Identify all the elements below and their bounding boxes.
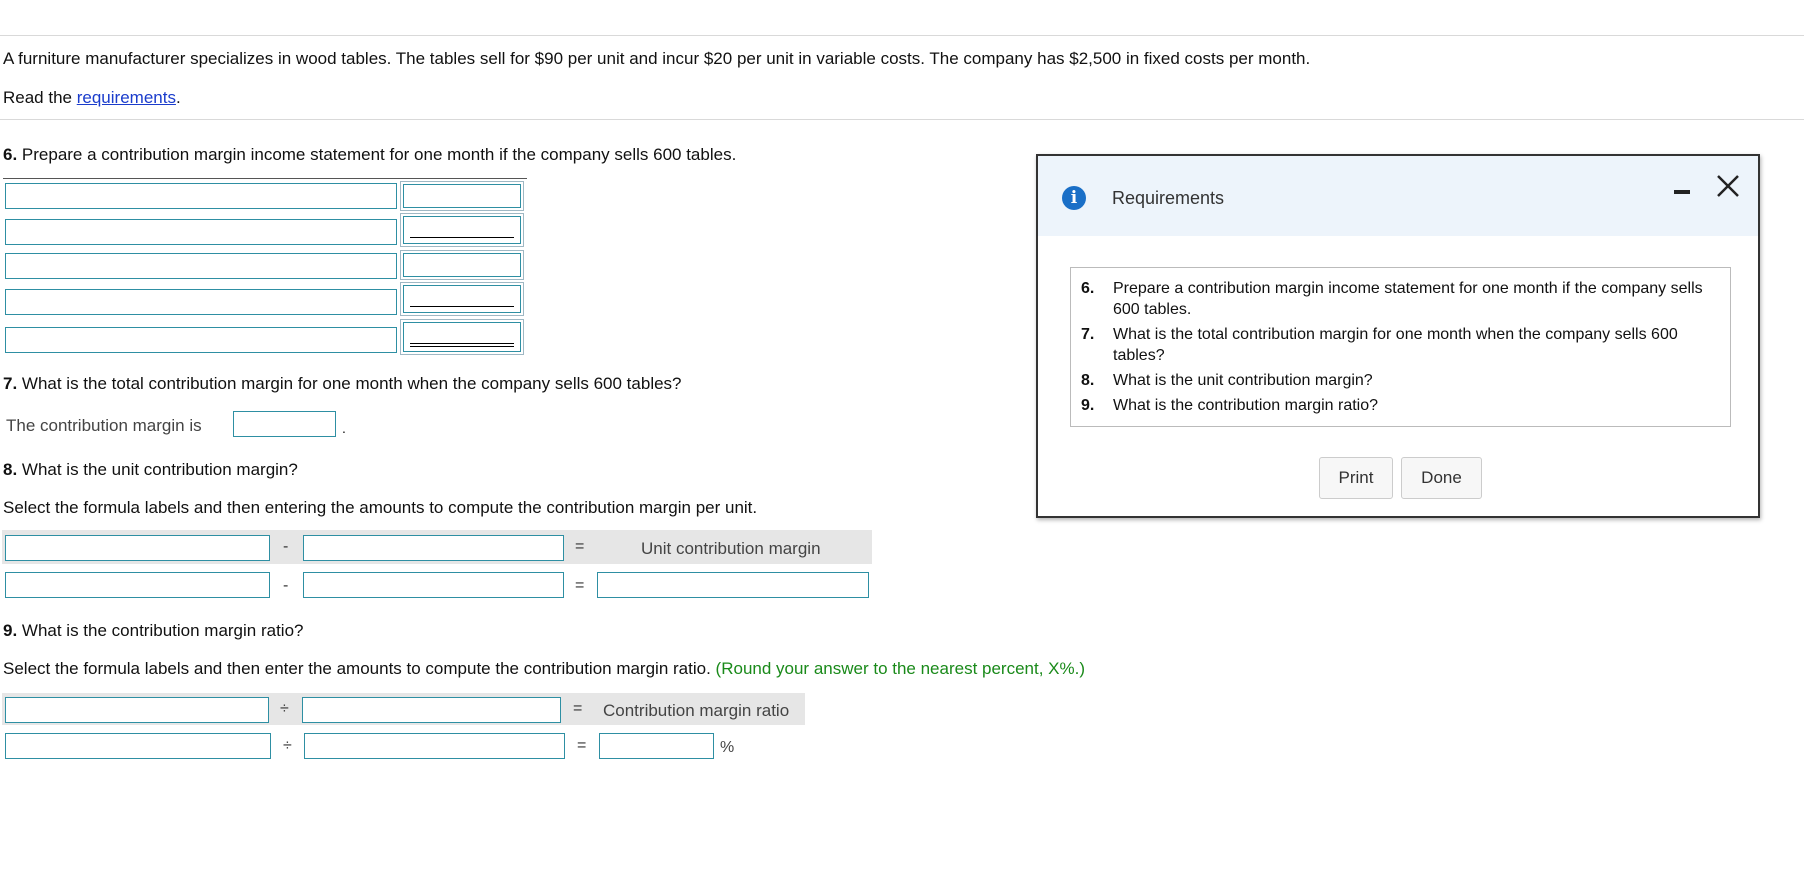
requirement-text: What is the contribution margin ratio? (1113, 397, 1379, 414)
unit-cm-result-input[interactable] (597, 572, 869, 598)
statement-amount-cell-4[interactable] (400, 282, 524, 316)
contribution-margin-period: . (342, 420, 346, 436)
equals-operator: = (575, 538, 585, 555)
single-underline (410, 306, 514, 307)
equals-operator: = (575, 577, 585, 594)
double-underline-bottom (410, 346, 514, 347)
question-7-number: 7. (3, 374, 18, 393)
statement-top-rule (3, 178, 527, 179)
question-9-text: What is the contribution margin ratio? (17, 621, 304, 640)
close-icon[interactable] (1714, 172, 1742, 200)
statement-amount-cell-1[interactable] (400, 181, 524, 211)
question-6-text: Prepare a contribution margin income statement for one month if the company sells 600 tables. (17, 145, 737, 164)
section-divider (0, 119, 1804, 120)
cm-ratio-amount-input-2[interactable] (304, 733, 565, 759)
contribution-margin-label: The contribution margin is (6, 416, 202, 435)
statement-label-input-4[interactable] (5, 289, 397, 315)
read-prefix: Read the (3, 88, 77, 107)
single-underline (410, 237, 514, 238)
requirement-number: 8. (1081, 372, 1095, 389)
unit-cm-amount-input-1[interactable] (5, 572, 270, 598)
minus-operator: - (283, 577, 289, 594)
requirements-list (1070, 267, 1731, 427)
requirements-link[interactable]: requirements (76, 88, 176, 107)
cm-ratio-label-input-2[interactable] (302, 697, 561, 723)
cm-ratio-label-input-1[interactable] (5, 697, 269, 723)
statement-amount-input-5[interactable] (403, 322, 521, 352)
requirement-text: Prepare a contribution margin income statement for one month if the company sells 600 tables. (1113, 280, 1703, 318)
unit-cm-label-input-2[interactable] (303, 535, 564, 561)
requirement-text: What is the unit contribution margin? (1113, 372, 1373, 389)
question-9-number: 9. (3, 621, 18, 640)
minimize-icon[interactable] (1674, 190, 1690, 194)
info-icon: i (1062, 186, 1086, 210)
statement-amount-cell-2[interactable] (400, 213, 524, 247)
question-9 (3, 621, 304, 641)
requirements-dialog (1036, 154, 1760, 518)
statement-label-input-5[interactable] (5, 327, 397, 353)
question-8-text: What is the unit contribution margin? (17, 460, 298, 479)
requirement-text: What is the total contribution margin for one month when the company sells 600 tables? (1113, 326, 1678, 364)
question-6-number: 6. (3, 145, 18, 164)
dialog-header (1038, 156, 1758, 236)
divide-operator: ÷ (280, 700, 289, 717)
statement-amount-cell-5[interactable] (400, 319, 524, 355)
top-divider (0, 35, 1804, 36)
equals-operator: = (573, 700, 583, 717)
statement-amount-cell-3[interactable] (400, 250, 524, 280)
rounding-hint: (Round your answer to the nearest percent, X%.) (715, 659, 1086, 678)
problem-intro: A furniture manufacturer specializes in wood tables. The tables sell for $90 per unit and incur $20 per unit in variable costs. The company has $2,500 in fixed costs per month. (3, 49, 1311, 68)
equals-operator: = (577, 737, 587, 754)
cm-ratio-amount-input-1[interactable] (5, 733, 271, 759)
read-suffix: . (175, 88, 181, 107)
requirement-number: 6. (1081, 280, 1095, 297)
statement-label-input-3[interactable] (5, 253, 397, 279)
requirement-number: 7. (1081, 326, 1095, 343)
question-9-instruction: Select the formula labels and then enter the amounts to compute the contribution margin ratio. (3, 659, 711, 678)
question-8-instruction: Select the formula labels and then entering the amounts to compute the contribution margin per unit. (3, 498, 758, 517)
minus-operator: - (283, 538, 289, 555)
question-6 (3, 145, 736, 165)
question-7 (3, 374, 682, 394)
unit-cm-amount-input-2[interactable] (303, 572, 564, 598)
question-7-text: What is the total contribution margin for one month when the company sells 600 tables? (17, 374, 682, 393)
statement-label-input-2[interactable] (5, 219, 397, 245)
statement-amount-input-1[interactable] (403, 184, 521, 208)
unit-cm-label-input-1[interactable] (5, 535, 270, 561)
statement-amount-input-4[interactable] (403, 285, 521, 313)
divide-operator: ÷ (283, 737, 292, 754)
question-9-instruction-line (3, 659, 1085, 679)
done-button[interactable]: Done (1401, 457, 1482, 499)
print-button[interactable]: Print (1319, 457, 1393, 499)
statement-amount-input-3[interactable] (403, 253, 521, 277)
contribution-margin-ratio-label: Contribution margin ratio (603, 701, 790, 720)
question-8 (3, 460, 298, 480)
question-8-number: 8. (3, 460, 18, 479)
requirement-number: 9. (1081, 397, 1095, 414)
cm-ratio-result-input[interactable] (599, 733, 714, 759)
percent-sign: % (720, 739, 735, 756)
statement-label-input-1[interactable] (5, 183, 397, 209)
statement-amount-input-2[interactable] (403, 216, 521, 244)
double-underline-top (410, 343, 514, 344)
dialog-title: Requirements (1112, 188, 1225, 208)
read-requirements-line (3, 88, 181, 108)
contribution-margin-input[interactable] (233, 411, 336, 437)
unit-contribution-margin-label: Unit contribution margin (641, 539, 821, 558)
